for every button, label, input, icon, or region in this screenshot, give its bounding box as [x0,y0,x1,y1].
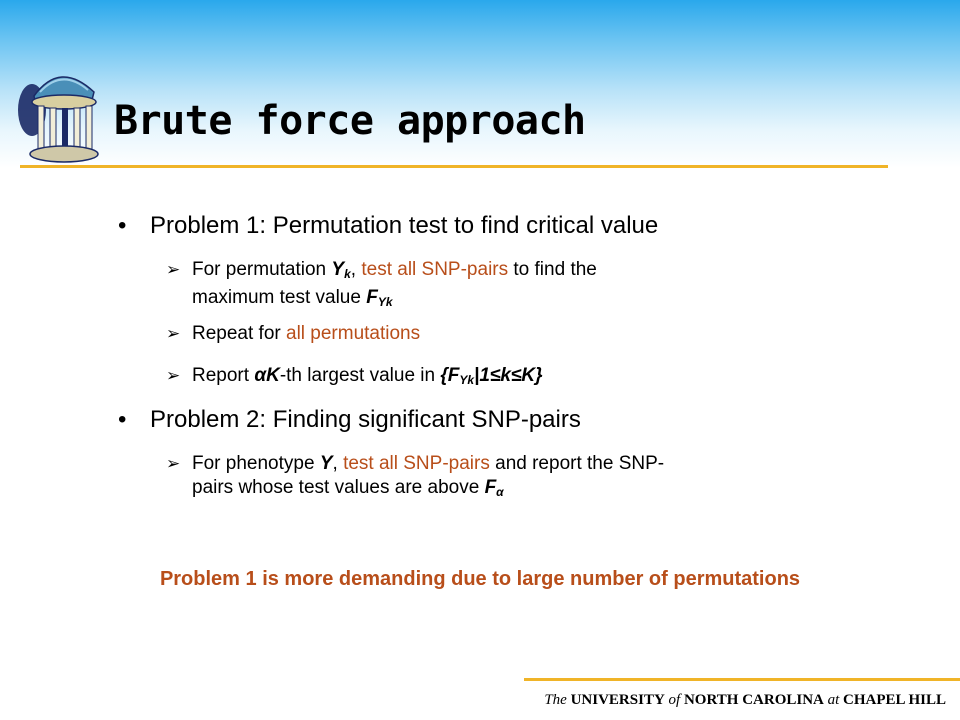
slide: Brute force approach • Problem 1: Permutation test to find critical value ➢ For permutation $Y_k$, test all SNP-pairs to find the maximum test value $F_{Yk}$ ➢ Repeat for all permutations ➢ Report αK-th largest value in $\{F_{Yk}|1\le k\le K\}$ • Problem 2: Finding significant SNP-pairs ➢ For phenotype Y, test all SNP-pairs and report the SNP- pairs whose test values are above $F_\alpha$ Problem 1 is more demanding due to large number of permutations The UNIVERSITY of NORTH CAROLINA at CHAPEL HILL [0,0,960,720]
arrow-bullet-icon: ➢ [166,260,181,279]
arrow-bullet-icon: ➢ [166,454,181,473]
bullet-dot-icon: • [118,406,127,433]
slide-title: Brute force approach [114,98,586,144]
callout-text: Problem 1 is more demanding due to large number of permutations [159,568,801,590]
title-divider [20,165,888,168]
old-well-icon [10,58,110,168]
footer-university: The UNIVERSITY of NORTH CAROLINA at CHAPEL HILL [544,692,946,708]
arrow-bullet-icon: ➢ [166,324,181,343]
highlight-text: test all SNP-pairs [361,259,509,280]
problem-1-text: Problem 1: Permutation test to find critical value [150,212,659,239]
problem-2-text: Problem 2: Finding significant SNP-pairs [150,406,581,433]
bullet-dot-icon: • [118,212,127,239]
footer-divider [524,678,960,681]
arrow-bullet-icon: ➢ [166,366,181,385]
highlight-text: test all SNP-pairs [343,453,490,474]
highlight-text: all permutations [286,323,421,344]
